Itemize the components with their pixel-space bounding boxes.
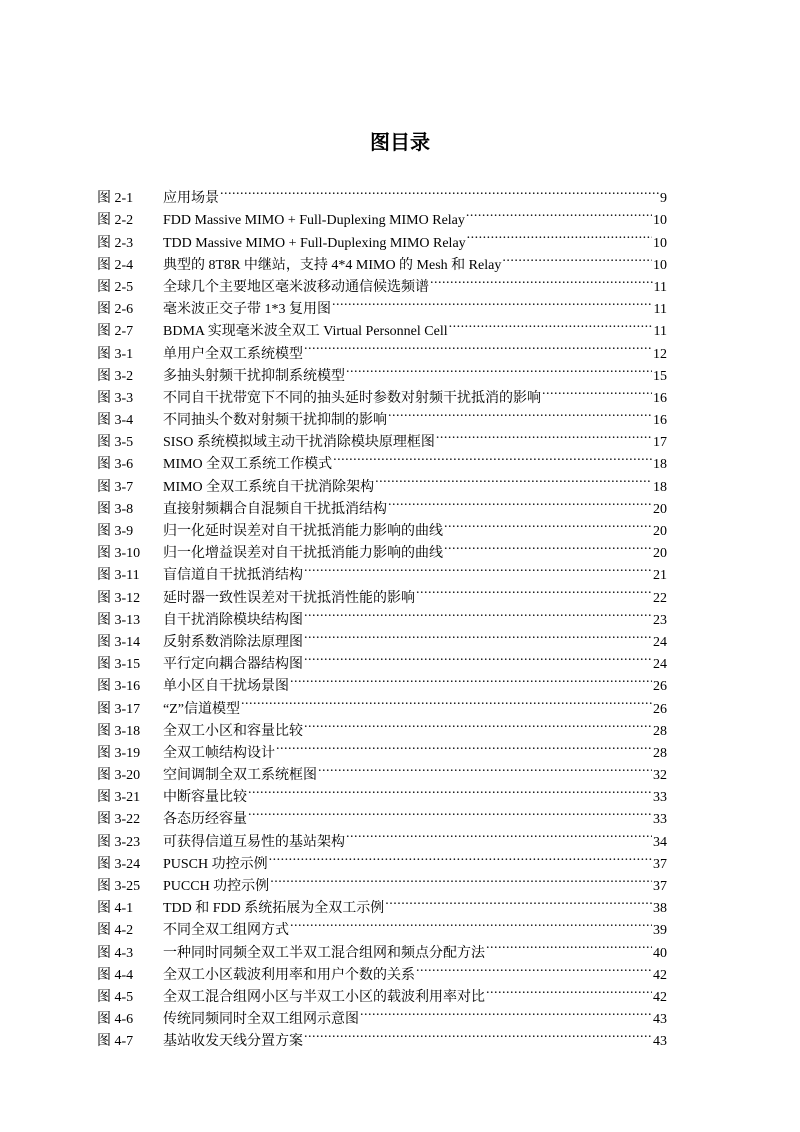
figure-number: 图 3-17 xyxy=(97,701,141,717)
dot-leader xyxy=(444,513,652,535)
figure-number: 图 2-1 xyxy=(97,191,134,207)
figure-title: 传统同频同时全双工组网示意图 xyxy=(163,1012,359,1028)
page-number: 20 xyxy=(653,546,667,562)
dot-leader xyxy=(332,291,653,313)
page-number: 11 xyxy=(653,279,667,295)
figure-title: 全球几个主要地区毫米波移动通信候选频谱 xyxy=(163,279,429,295)
dot-leader xyxy=(269,846,652,868)
figure-title: 空间调制全双工系统框图 xyxy=(163,768,317,784)
page-number: 39 xyxy=(653,923,667,939)
dot-leader xyxy=(449,313,653,335)
page-number: 40 xyxy=(653,945,667,961)
figure-title: SISO 系统模拟域主动干扰消除模块原理框图 xyxy=(163,435,435,451)
figure-title: 单用户全双工系统模型 xyxy=(163,346,303,362)
dot-leader xyxy=(304,1023,652,1045)
dot-leader xyxy=(276,735,652,757)
dot-leader xyxy=(290,912,652,934)
figure-title: 直接射频耦合自混频自干扰抵消结构 xyxy=(163,501,387,517)
page-number: 32 xyxy=(653,768,667,784)
figure-number: 图 3-22 xyxy=(97,812,141,828)
dot-leader xyxy=(467,224,652,246)
figure-title: 可获得信道互易性的基站架构 xyxy=(163,834,345,850)
figure-number: 图 4-3 xyxy=(97,945,134,961)
page-number: 17 xyxy=(653,435,667,451)
dot-leader xyxy=(270,868,652,890)
figure-number: 图 4-6 xyxy=(97,1012,134,1028)
figure-number: 图 3-7 xyxy=(97,479,134,495)
figure-title: MIMO 全双工系统工作模式 xyxy=(163,457,333,473)
figure-title: 基站收发天线分置方案 xyxy=(163,1034,303,1050)
figure-title: 中断容量比较 xyxy=(163,790,247,806)
figure-title: 不同自干扰带宽下不同的抽头延时参数对射频干扰抵消的影响 xyxy=(163,390,541,406)
page-number: 28 xyxy=(653,723,667,739)
figure-number: 图 2-5 xyxy=(97,279,134,295)
dot-leader xyxy=(304,335,652,357)
figure-title: 延时器一致性误差对干扰抵消性能的影响 xyxy=(163,590,415,606)
page-number: 43 xyxy=(653,1012,667,1028)
dot-leader xyxy=(385,890,652,912)
dot-leader xyxy=(318,757,652,779)
dot-leader xyxy=(542,380,652,402)
figure-number: 图 3-21 xyxy=(97,790,141,806)
page-number: 24 xyxy=(653,657,667,673)
figure-title: 一种同时同频全双工半双工混合组网和频点分配方法 xyxy=(163,945,485,961)
page-number: 34 xyxy=(653,834,667,850)
page-number: 33 xyxy=(653,790,667,806)
figure-number: 图 3-8 xyxy=(97,501,134,517)
page-number: 24 xyxy=(653,634,667,650)
page-number: 9 xyxy=(660,191,667,207)
figure-number: 图 4-2 xyxy=(97,923,134,939)
dot-leader xyxy=(248,801,652,823)
figure-number: 图 2-3 xyxy=(97,235,134,251)
dot-leader xyxy=(375,468,652,490)
dot-leader xyxy=(430,269,653,291)
figure-title: “Z”信道模型 xyxy=(163,701,240,717)
figure-number: 图 3-6 xyxy=(97,457,134,473)
dot-leader xyxy=(388,402,652,424)
figure-number: 图 3-1 xyxy=(97,346,134,362)
figure-number: 图 2-6 xyxy=(97,302,134,318)
figure-number: 图 3-4 xyxy=(97,413,134,429)
figure-number: 图 3-19 xyxy=(97,745,141,761)
page-number: 28 xyxy=(653,745,667,761)
figure-number: 图 4-4 xyxy=(97,967,134,983)
page-number: 42 xyxy=(653,989,667,1005)
figure-number: 图 3-16 xyxy=(97,679,141,695)
dot-leader xyxy=(466,202,652,224)
figure-number: 图 4-1 xyxy=(97,901,134,917)
figure-title: 毫米波正交子带 1*3 复用图 xyxy=(163,302,331,318)
dot-leader xyxy=(304,646,652,668)
dot-leader xyxy=(436,424,652,446)
dot-leader xyxy=(241,690,652,712)
dot-leader xyxy=(486,979,652,1001)
dot-leader xyxy=(416,579,652,601)
figure-title: PUSCH 功控示例 xyxy=(163,856,268,872)
dot-leader xyxy=(360,1001,652,1023)
figure-number: 图 3-12 xyxy=(97,590,141,606)
figure-number: 图 4-7 xyxy=(97,1034,134,1050)
page-number: 22 xyxy=(653,590,667,606)
figure-title: MIMO 全双工系统自干扰消除架构 xyxy=(163,479,375,495)
figure-title: 各态历经容量 xyxy=(163,812,247,828)
figure-number: 图 3-13 xyxy=(97,612,141,628)
figure-title: 全双工小区载波利用率和用户个数的关系 xyxy=(163,967,415,983)
page-number: 38 xyxy=(653,901,667,917)
dot-leader xyxy=(388,491,652,513)
figure-title: FDD Massive MIMO + Full-Duplexing MIMO Relay xyxy=(163,213,465,229)
figure-title: TDD 和 FDD 系统拓展为全双工示例 xyxy=(163,901,385,917)
figure-title: 反射系数消除法原理图 xyxy=(163,634,303,650)
page-number: 21 xyxy=(653,568,667,584)
dot-leader xyxy=(502,247,652,269)
page-number: 18 xyxy=(653,479,667,495)
figure-number: 图 2-4 xyxy=(97,257,134,273)
figure-number: 图 3-24 xyxy=(97,856,141,872)
page-number: 18 xyxy=(653,457,667,473)
figure-number: 图 3-25 xyxy=(97,879,141,894)
page-number: 37 xyxy=(653,879,667,894)
figure-number: 图 3-5 xyxy=(97,435,134,451)
page-number: 20 xyxy=(653,524,667,539)
figure-number: 图 3-2 xyxy=(97,368,134,384)
dot-leader xyxy=(304,624,652,646)
figure-title: TDD Massive MIMO + Full-Duplexing MIMO Relay xyxy=(163,235,466,251)
figure-number: 图 3-14 xyxy=(97,634,141,650)
figure-title: 盲信道自干扰抵消结构 xyxy=(163,568,303,584)
figure-number: 图 3-20 xyxy=(97,768,141,784)
page-number: 16 xyxy=(653,390,667,406)
figure-title: 全双工混合组网小区与半双工小区的载波利用率对比 xyxy=(163,989,485,1005)
page-number: 16 xyxy=(653,413,667,429)
page-number: 20 xyxy=(653,501,667,517)
dot-leader xyxy=(346,823,652,845)
figure-title: 应用场景 xyxy=(163,191,219,207)
figure-title: 归一化延时误差对自干扰抵消能力影响的曲线 xyxy=(163,524,443,539)
figure-title: 单小区自干扰场景图 xyxy=(163,679,289,695)
page-number: 42 xyxy=(653,967,667,983)
dot-leader xyxy=(346,358,652,380)
figure-title: 自干扰消除模块结构图 xyxy=(163,612,303,628)
dot-leader xyxy=(248,779,652,801)
page-number: 15 xyxy=(653,368,667,384)
figure-number: 图 3-11 xyxy=(97,568,140,584)
dot-leader xyxy=(304,713,652,735)
figure-title: 全双工帧结构设计 xyxy=(163,745,275,761)
dot-leader xyxy=(290,668,652,690)
figure-list xyxy=(97,180,667,1050)
dot-leader xyxy=(304,557,652,579)
page-number: 33 xyxy=(653,812,667,828)
toc-entry[interactable] xyxy=(97,180,667,207)
page-number: 10 xyxy=(653,235,667,251)
figure-number: 图 3-18 xyxy=(97,723,141,739)
figure-title: 全双工小区和容量比较 xyxy=(163,723,303,739)
page-number: 26 xyxy=(653,679,667,695)
figure-number: 图 2-7 xyxy=(97,324,134,340)
page-number: 12 xyxy=(653,346,667,362)
figure-number: 图 2-2 xyxy=(97,213,134,229)
page-number: 10 xyxy=(653,257,667,273)
figure-title: 不同全双工组网方式 xyxy=(163,923,289,939)
figure-number: 图 3-3 xyxy=(97,390,134,406)
figure-title: PUCCH 功控示例 xyxy=(163,879,270,894)
dot-leader xyxy=(304,602,652,624)
figure-title: BDMA 实现毫米波全双工 Virtual Personnel Cell xyxy=(163,324,448,340)
figure-number: 图 3-10 xyxy=(97,546,141,562)
figure-number: 图 3-23 xyxy=(97,834,141,850)
figure-number: 图 3-15 xyxy=(97,657,141,673)
page-number: 43 xyxy=(653,1034,667,1050)
figure-title: 典型的 8T8R 中继站，支持 4*4 MIMO 的 Mesh 和 Relay xyxy=(163,257,502,273)
figure-title: 多抽头射频干扰抑制系统模型 xyxy=(163,368,345,384)
figure-title: 不同抽头个数对射频干扰抑制的影响 xyxy=(163,413,387,429)
dot-leader xyxy=(444,535,652,557)
figure-title: 归一化增益误差对自干扰抵消能力影响的曲线 xyxy=(163,546,443,562)
dot-leader xyxy=(416,957,652,979)
figure-title: 平行定向耦合器结构图 xyxy=(163,657,303,673)
dot-leader xyxy=(220,180,659,202)
page-number: 10 xyxy=(653,213,667,229)
page-number: 11 xyxy=(653,324,667,340)
page-number: 11 xyxy=(653,302,667,318)
figure-number: 图 3-9 xyxy=(97,524,134,539)
page-number: 23 xyxy=(653,612,667,628)
page-number: 26 xyxy=(653,701,667,717)
dot-leader xyxy=(333,446,652,468)
figure-number: 图 4-5 xyxy=(97,989,134,1005)
page-title: 图目录 xyxy=(370,130,430,154)
dot-leader xyxy=(486,934,652,956)
page-number: 37 xyxy=(653,856,667,872)
